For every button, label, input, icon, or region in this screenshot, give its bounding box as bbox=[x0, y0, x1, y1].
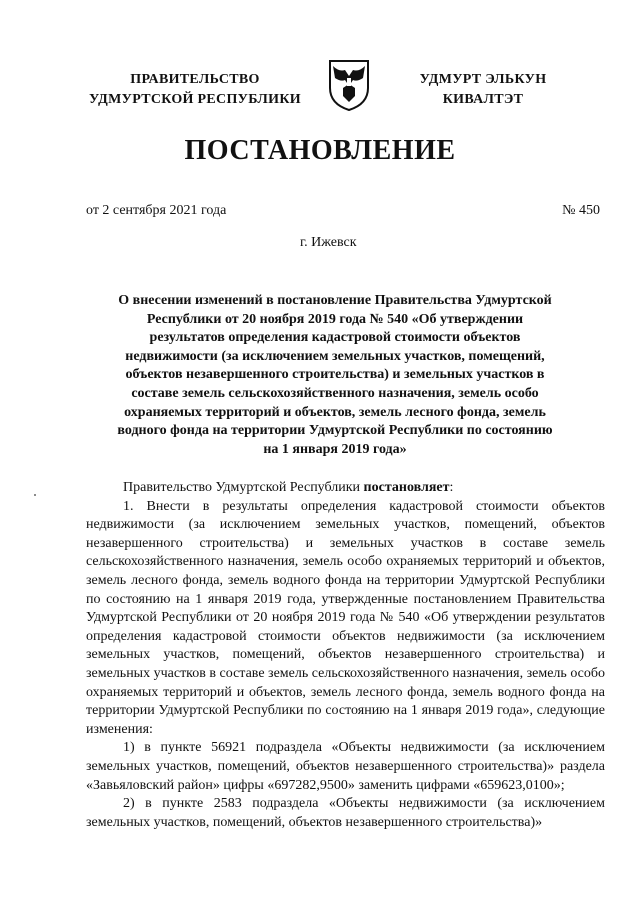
document-body bbox=[86, 479, 605, 832]
document-number: № 450 bbox=[562, 203, 600, 218]
issuer-name-russian bbox=[80, 70, 310, 110]
paragraph-item-1: 1) в пункте 56921 подраздела «Объекты недвижимости (за исключением земельных участков, помещений, объектов незавершенного строительства)» раздела «Завьяловский район» цифры «697282,9500» заменить цифрами «659623,0100»; bbox=[86, 740, 605, 793]
document-date: от 2 сентября 2021 года bbox=[86, 203, 227, 218]
document-type: ПОСТАНОВЛЕНИЕ bbox=[184, 135, 456, 166]
issuer-udmurt-line-2: КИВАЛТЭТ bbox=[442, 92, 524, 107]
intro-bold-verb: постановляет bbox=[363, 480, 450, 495]
issuer-udmurt-line-1: УДМУРТ ЭЛЬКУН bbox=[419, 72, 547, 87]
document-city: г. Ижевск bbox=[300, 235, 357, 250]
intro-paragraph bbox=[86, 479, 605, 498]
issuer-line-1: ПРАВИТЕЛЬСТВО bbox=[130, 72, 260, 87]
issuer-name-udmurt bbox=[388, 70, 578, 110]
issuer-line-2: УДМУРТСКОЙ РЕСПУБЛИКИ bbox=[89, 92, 301, 107]
paragraph-1: 1. Внести в результаты определения кадастровой стоимости объектов недвижимости (за исключением земельных участков, помещений, объектов незавершенного строительства) и земельных участков в составе земель сельскохозяйственного назначения, земель особо охраняемых территорий и объектов, земель лесного фонда, земель водного фонда на территории Удмуртской Республики по состоянию на 1 января 2019 года, утвержденные постановлением Правительства Удмуртской Республики от 20 ноября 2019 года № 540 «Об утверждении результатов определения кадастровой стоимости объектов недвижимости (за исключением земельных участков, помещений, объектов незавершенного строительства) и земельных участков в составе земель сельскохозяйственного назначения, земель особо охраняемых территорий и объектов, земель лесного фонда, земель водного фонда на территории Удмуртской Республики по состоянию на 1 января 2019 года», следующие изменения: bbox=[86, 498, 605, 737]
intro-colon: : bbox=[449, 480, 454, 495]
intro-text: Правительство Удмуртской Республики bbox=[123, 480, 364, 495]
paragraph-item-2: 2) в пункте 2583 подраздела «Объекты недвижимости (за исключением земельных участков, помещений, объектов незавершенного строительства)» bbox=[86, 796, 605, 830]
scan-speck bbox=[34, 494, 36, 496]
udmurt-coat-of-arms-icon bbox=[327, 58, 371, 112]
document-title: О внесении изменений в постановление Правительства Удмуртской Республики от 20 ноября 2019 года № 540 «Об утверждении результатов определения кадастровой стоимости объектов недвижимости (за исключением земельных участков, помещений, объектов незавершенного строительства) и земельных участков в составе земель сельскохозяйственного назначения, земель особо охраняемых территорий и объектов, земель лесного фонда, земель водного фонда на территории Удмуртской Республики по состоянию на 1 января 2019 года» bbox=[117, 293, 553, 457]
